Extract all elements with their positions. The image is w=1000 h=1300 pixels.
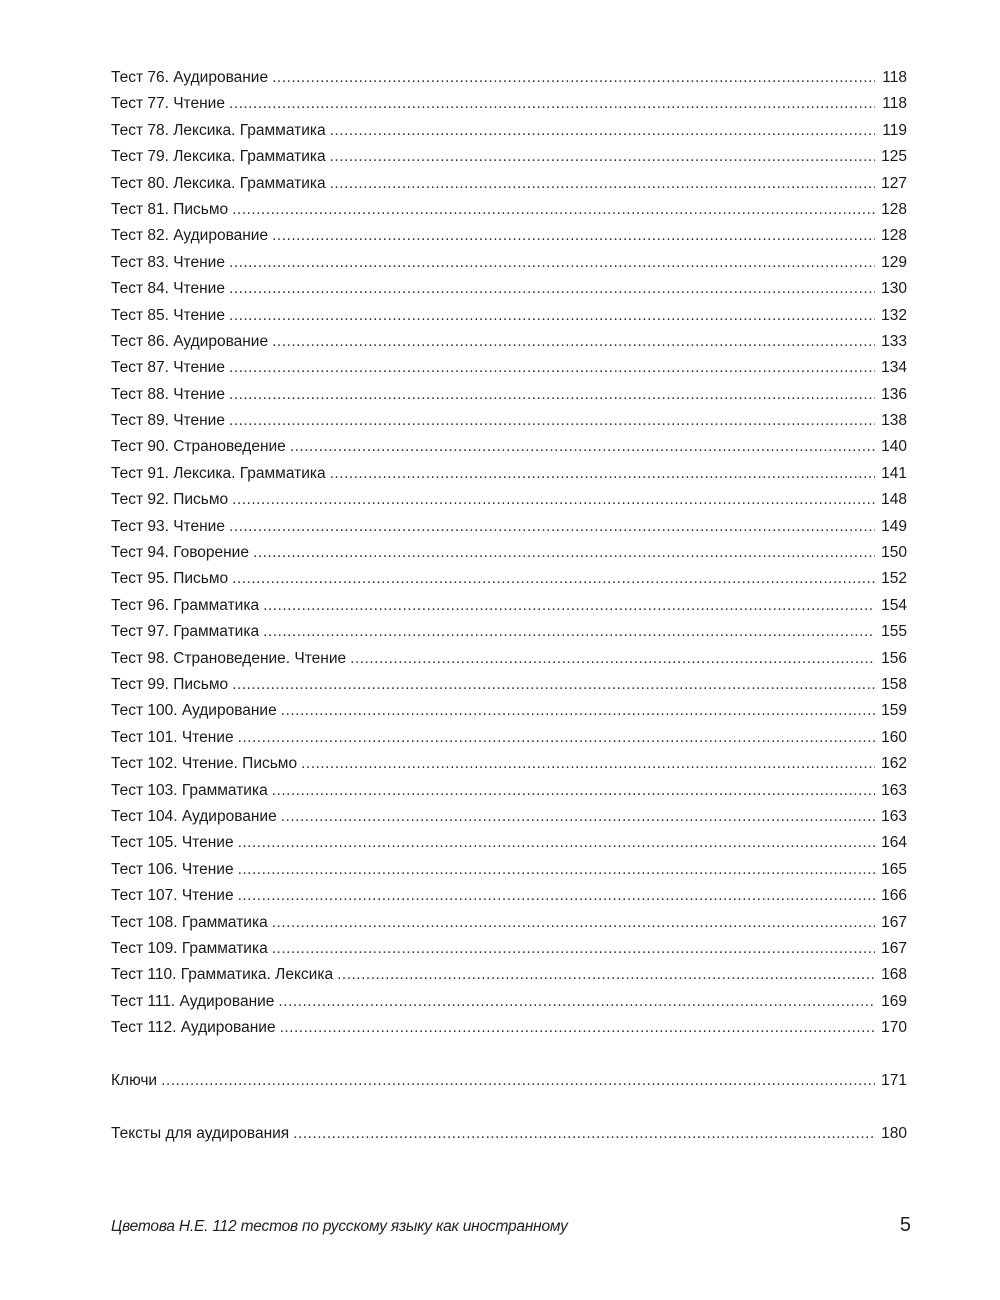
dot-leader xyxy=(278,989,875,1015)
toc-entry-title: Тест 109. Грамматика xyxy=(111,939,268,957)
toc-entry-title: Тексты для аудирования xyxy=(111,1124,290,1142)
dot-leader xyxy=(330,118,875,144)
toc-entry[interactable] xyxy=(111,461,907,487)
toc-entry-title: Ключи xyxy=(111,1071,158,1089)
toc-entry-title: Тест 103. Грамматика xyxy=(111,781,268,799)
toc-entry-page: 133 xyxy=(881,332,907,350)
toc-entry-page: 118 xyxy=(882,95,907,113)
toc-entry[interactable] xyxy=(111,382,907,408)
toc-entry-title: Тест 76. Аудирование xyxy=(111,69,269,86)
toc-entry-title: Тест 77. Чтение xyxy=(111,95,225,113)
toc-entry-page: 159 xyxy=(881,702,907,720)
toc-entry[interactable] xyxy=(111,698,907,724)
toc-entry-page: 128 xyxy=(881,227,907,245)
toc-entry[interactable] xyxy=(111,725,907,751)
toc-entry-title: Тест 90. Страноведение xyxy=(111,438,286,456)
toc-entry-title: Тест 101. Чтение xyxy=(111,728,234,746)
toc-entry-page: 158 xyxy=(881,675,907,693)
toc-entry-title: Тест 83. Чтение xyxy=(111,253,225,271)
spacer xyxy=(111,1094,907,1120)
toc-entry[interactable] xyxy=(111,434,907,460)
dot-leader xyxy=(272,223,875,249)
toc-entry[interactable] xyxy=(111,540,907,566)
toc-entry[interactable] xyxy=(111,91,907,117)
dot-leader xyxy=(272,329,875,355)
toc-entry-title: Тест 82. Аудирование xyxy=(111,227,269,245)
toc-entry-title: Тест 99. Письмо xyxy=(111,675,229,693)
toc-entry-title: Тест 106. Чтение xyxy=(111,860,234,878)
toc-entry-page: 119 xyxy=(882,121,907,139)
toc-entry[interactable] xyxy=(111,118,907,144)
page-number: 5 xyxy=(899,1214,911,1236)
toc-entry-title: Тест 95. Письмо xyxy=(111,570,229,588)
toc-entry-page: 154 xyxy=(881,596,907,614)
toc-entry[interactable] xyxy=(111,514,907,540)
toc-entry[interactable] xyxy=(111,65,907,91)
toc-entry[interactable] xyxy=(111,487,907,513)
toc-entry-page: 155 xyxy=(881,623,907,641)
toc-entry-page: 152 xyxy=(881,570,907,588)
dot-leader xyxy=(350,646,875,672)
dot-leader xyxy=(281,804,875,830)
toc-entry-title: Тест 86. Аудирование xyxy=(111,332,269,350)
dot-leader xyxy=(272,778,875,804)
toc-entry-title: Тест 96. Грамматика xyxy=(111,596,260,614)
dot-leader xyxy=(229,355,875,381)
toc-entry[interactable] xyxy=(111,197,907,223)
toc-entry-title: Тест 92. Письмо xyxy=(111,491,229,509)
toc-entry-page: 134 xyxy=(881,359,907,377)
book-caption: Цветова Н.Е. 112 тестов по русскому языку как иностранному xyxy=(111,1218,568,1235)
dot-leader xyxy=(238,830,875,856)
toc-entry-title: Тест 110. Грамматика. Лексика xyxy=(111,966,334,984)
dot-leader xyxy=(238,857,875,883)
dot-leader xyxy=(232,566,875,592)
toc-entry-keys[interactable] xyxy=(111,1068,907,1094)
toc-entry[interactable] xyxy=(111,830,907,856)
toc-entry-page: 128 xyxy=(881,200,907,218)
dot-leader xyxy=(280,1015,875,1041)
toc-entry-page: 132 xyxy=(881,306,907,324)
toc-entry-page: 125 xyxy=(881,148,907,166)
toc-entry-title: Тест 91. Лексика. Грамматика xyxy=(111,464,326,482)
dot-leader xyxy=(232,197,875,223)
dot-leader xyxy=(263,593,875,619)
toc-entry-page: 180 xyxy=(881,1124,907,1142)
toc-entry-title: Тест 102. Чтение. Письмо xyxy=(111,755,298,773)
dot-leader xyxy=(253,540,875,566)
toc-entry[interactable] xyxy=(111,566,907,592)
toc-entry-title: Тест 111. Аудирование xyxy=(111,992,275,1010)
toc-entry-title: Тест 94. Говорение xyxy=(111,544,249,562)
toc-entry-title: Тест 93. Чтение xyxy=(111,517,225,535)
toc-entry-title: Тест 80. Лексика. Грамматика xyxy=(111,174,326,192)
dot-leader xyxy=(272,65,875,91)
toc-entry[interactable] xyxy=(111,223,907,249)
toc-entry-title: Тест 81. Письмо xyxy=(111,200,229,218)
toc-entry[interactable] xyxy=(111,303,907,329)
dot-leader xyxy=(229,303,875,329)
toc-entry-page: 160 xyxy=(881,728,907,746)
table-of-contents xyxy=(111,65,907,1147)
toc-entry[interactable] xyxy=(111,144,907,170)
dot-leader xyxy=(229,514,875,540)
toc-entry-page: 171 xyxy=(881,1071,907,1089)
toc-entry-page: 130 xyxy=(881,280,907,298)
toc-entry[interactable] xyxy=(111,1015,907,1041)
dot-leader xyxy=(330,461,875,487)
toc-entry-page: 163 xyxy=(881,807,907,825)
toc-entry-page: 167 xyxy=(881,939,907,957)
toc-entry-page: 140 xyxy=(881,438,907,456)
dot-leader xyxy=(263,619,875,645)
toc-entry-title: Тест 100. Аудирование xyxy=(111,702,277,720)
dot-leader xyxy=(229,408,875,434)
dot-leader xyxy=(238,725,875,751)
toc-entry-page: 168 xyxy=(881,966,907,984)
dot-leader xyxy=(238,883,875,909)
toc-entry-page: 156 xyxy=(881,649,907,667)
toc-entry[interactable] xyxy=(111,276,907,302)
toc-entry-page: 162 xyxy=(881,755,907,773)
dot-leader xyxy=(232,672,875,698)
dot-leader xyxy=(272,910,875,936)
toc-entry[interactable] xyxy=(111,910,907,936)
dot-leader xyxy=(337,962,875,988)
toc-entry-page: 148 xyxy=(881,491,907,509)
toc-entry[interactable] xyxy=(111,778,907,804)
toc-entry-title: Тест 98. Страноведение. Чтение xyxy=(111,649,347,667)
toc-entry-title: Тест 108. Грамматика xyxy=(111,913,268,931)
toc-entry-page: 169 xyxy=(881,992,907,1010)
toc-entry-page: 166 xyxy=(881,887,907,905)
toc-entry-title: Тест 79. Лексика. Грамматика xyxy=(111,148,326,166)
toc-entry[interactable] xyxy=(111,593,907,619)
toc-entry-title: Тест 104. Аудирование xyxy=(111,807,277,825)
toc-entry-title: Тест 88. Чтение xyxy=(111,385,225,403)
toc-entry-title: Тест 87. Чтение xyxy=(111,359,225,377)
toc-entry[interactable] xyxy=(111,751,907,777)
toc-entry-page: 165 xyxy=(881,860,907,878)
spacer xyxy=(111,1041,907,1067)
dot-leader xyxy=(232,487,875,513)
toc-entry-title: Тест 85. Чтение xyxy=(111,306,225,324)
dot-leader xyxy=(161,1068,875,1094)
dot-leader xyxy=(301,751,875,777)
page-footer xyxy=(111,1214,911,1237)
toc-entry-page: 149 xyxy=(881,517,907,535)
toc-entry[interactable] xyxy=(111,408,907,434)
toc-entry-title: Тест 105. Чтение xyxy=(111,834,234,852)
toc-entry[interactable] xyxy=(111,619,907,645)
toc-entry-page: 138 xyxy=(881,412,907,430)
dot-leader xyxy=(293,1121,875,1147)
toc-entry[interactable] xyxy=(111,646,907,672)
toc-entry[interactable] xyxy=(111,962,907,988)
toc-entry[interactable] xyxy=(111,883,907,909)
dot-leader xyxy=(229,250,875,276)
toc-entry-page: 150 xyxy=(881,544,907,562)
toc-entry-page: 167 xyxy=(881,913,907,931)
toc-entry-page: 163 xyxy=(881,781,907,799)
dot-leader xyxy=(272,936,875,962)
toc-entry-page: 141 xyxy=(881,464,907,482)
toc-entry-page: 129 xyxy=(881,253,907,271)
toc-entry-page: 170 xyxy=(881,1019,907,1037)
toc-entry[interactable] xyxy=(111,804,907,830)
toc-entry[interactable] xyxy=(111,989,907,1015)
toc-entry-title: Тест 97. Грамматика xyxy=(111,623,260,641)
toc-entry-title: Тест 112. Аудирование xyxy=(111,1019,276,1037)
toc-entry[interactable] xyxy=(111,857,907,883)
toc-entry-title: Тест 78. Лексика. Грамматика xyxy=(111,121,326,139)
dot-leader xyxy=(229,276,875,302)
toc-entry-title: Тест 107. Чтение xyxy=(111,887,234,905)
toc-entry-title: Тест 84. Чтение xyxy=(111,280,225,298)
toc-entry-page: 127 xyxy=(881,174,907,192)
dot-leader xyxy=(290,434,875,460)
toc-entry[interactable] xyxy=(111,329,907,355)
toc-entry[interactable] xyxy=(111,936,907,962)
toc-entry-page: 164 xyxy=(881,834,907,852)
toc-entry-page: 136 xyxy=(881,385,907,403)
toc-entry-title: Тест 89. Чтение xyxy=(111,412,225,430)
dot-leader xyxy=(281,698,875,724)
toc-entry[interactable] xyxy=(111,250,907,276)
dot-leader xyxy=(229,382,875,408)
toc-entry[interactable] xyxy=(111,672,907,698)
toc-entry[interactable] xyxy=(111,355,907,381)
dot-leader xyxy=(229,91,875,117)
dot-leader xyxy=(330,144,875,170)
toc-entry-listening-texts[interactable] xyxy=(111,1121,907,1147)
toc-entry-page: 118 xyxy=(882,69,907,86)
toc-entry[interactable] xyxy=(111,171,907,197)
dot-leader xyxy=(330,171,875,197)
